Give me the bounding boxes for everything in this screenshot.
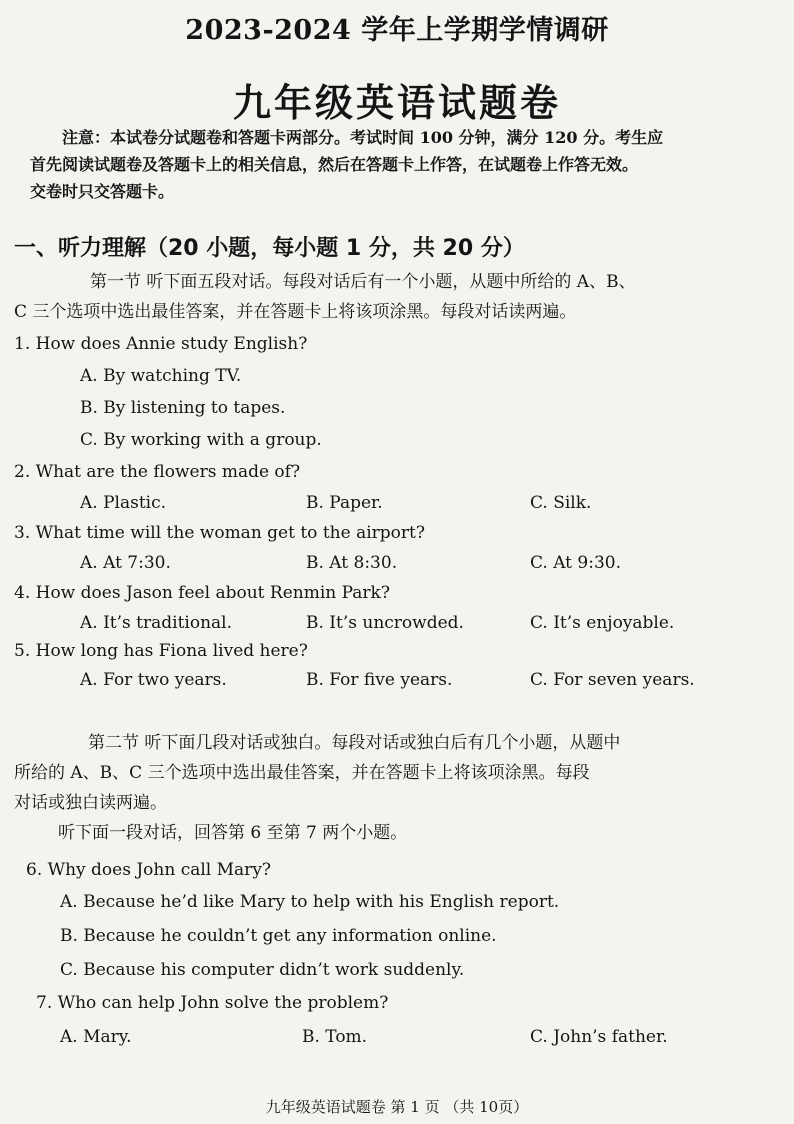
question-1: 1. How does Annie study English? (14, 334, 308, 354)
part2-instructions (14, 728, 784, 848)
question-3: 3. What time will the woman get to the airport? (14, 523, 425, 543)
part2-line-1: 第二节 听下面几段对话或独白。每段对话或独白后有几个小题，从题中 (88, 733, 621, 753)
part1-line-1: 第一节 听下面五段对话。每段对话后有一个小题，从题中所给的 A、B、 (90, 272, 636, 292)
q5-option-b: B. For five years. (306, 670, 453, 690)
q2-option-a: A. Plastic. (80, 493, 167, 513)
q3-option-a: A. At 7:30. (80, 553, 171, 573)
q4-option-a: A. It’s traditional. (80, 613, 233, 633)
q2-option-c: C. Silk. (530, 493, 592, 513)
exam-notice (30, 124, 775, 205)
q5-option-c: C. For seven years. (530, 670, 695, 690)
q6-option-c: C. Because his computer didn’t work suddenly. (60, 960, 465, 980)
q6-option-b: B. Because he couldn’t get any information online. (60, 926, 497, 946)
question-5: 5. How long has Fiona lived here? (14, 641, 308, 661)
question-2: 2. What are the flowers made of? (14, 462, 301, 482)
q3-option-b: B. At 8:30. (306, 553, 398, 573)
q4-option-c: C. It’s enjoyable. (530, 613, 675, 633)
part2-dialogue-instruction: 听下面一段对话，回答第 6 至第 7 两个小题。 (58, 823, 408, 843)
question-6: 6. Why does John call Mary? (26, 860, 272, 880)
question-4: 4. How does Jason feel about Renmin Park? (14, 583, 390, 603)
notice-line-3: 交卷时只交答题卡。 (30, 182, 175, 201)
exam-title-line1: 2023-2024 学年上学期学情调研 (185, 15, 609, 46)
q3-option-c: C. At 9:30. (530, 553, 622, 573)
notice-line-2: 首先阅读试题卷及答题卡上的相关信息，然后在答题卡上作答，在试题卷上作答无效。 (30, 155, 639, 174)
q1-option-b: B. By listening to tapes. (80, 398, 286, 418)
q2-option-b: B. Paper. (306, 493, 383, 513)
q6-option-a: A. Because he’d like Mary to help with his English report. (60, 892, 560, 912)
q7-option-c: C. John’s father. (530, 1027, 668, 1047)
q1-option-c: C. By working with a group. (80, 430, 322, 450)
page-footer: 九年级英语试题卷 第 1 页 （共 10页） (265, 1098, 529, 1116)
part2-line-3: 对话或独白读两遍。 (14, 793, 167, 813)
q5-option-a: A. For two years. (80, 670, 227, 690)
part2-line-2: 所给的 A、B、C 三个选项中选出最佳答案，并在答题卡上将该项涂黑。每段 (14, 763, 590, 783)
question-7: 7. Who can help John solve the problem? (36, 993, 389, 1013)
exam-title-line2: 九年级英语试题卷 (232, 80, 561, 125)
part1-instructions (14, 267, 784, 327)
q7-option-a: A. Mary. (60, 1027, 132, 1047)
q1-option-a: A. By watching TV. (80, 366, 242, 386)
section-heading: 一、听力理解（20 小题，每小题 1 分，共 20 分） (14, 236, 525, 261)
q7-option-b: B. Tom. (302, 1027, 368, 1047)
part1-line-2: C 三个选项中选出最佳答案，并在答题卡上将该项涂黑。每段对话读两遍。 (14, 302, 577, 322)
q4-option-b: B. It’s uncrowded. (306, 613, 464, 633)
notice-line-1: 注意：本试卷分试题卷和答题卡两部分。考试时间 100 分钟，满分 120 分。考生应 (62, 128, 664, 147)
